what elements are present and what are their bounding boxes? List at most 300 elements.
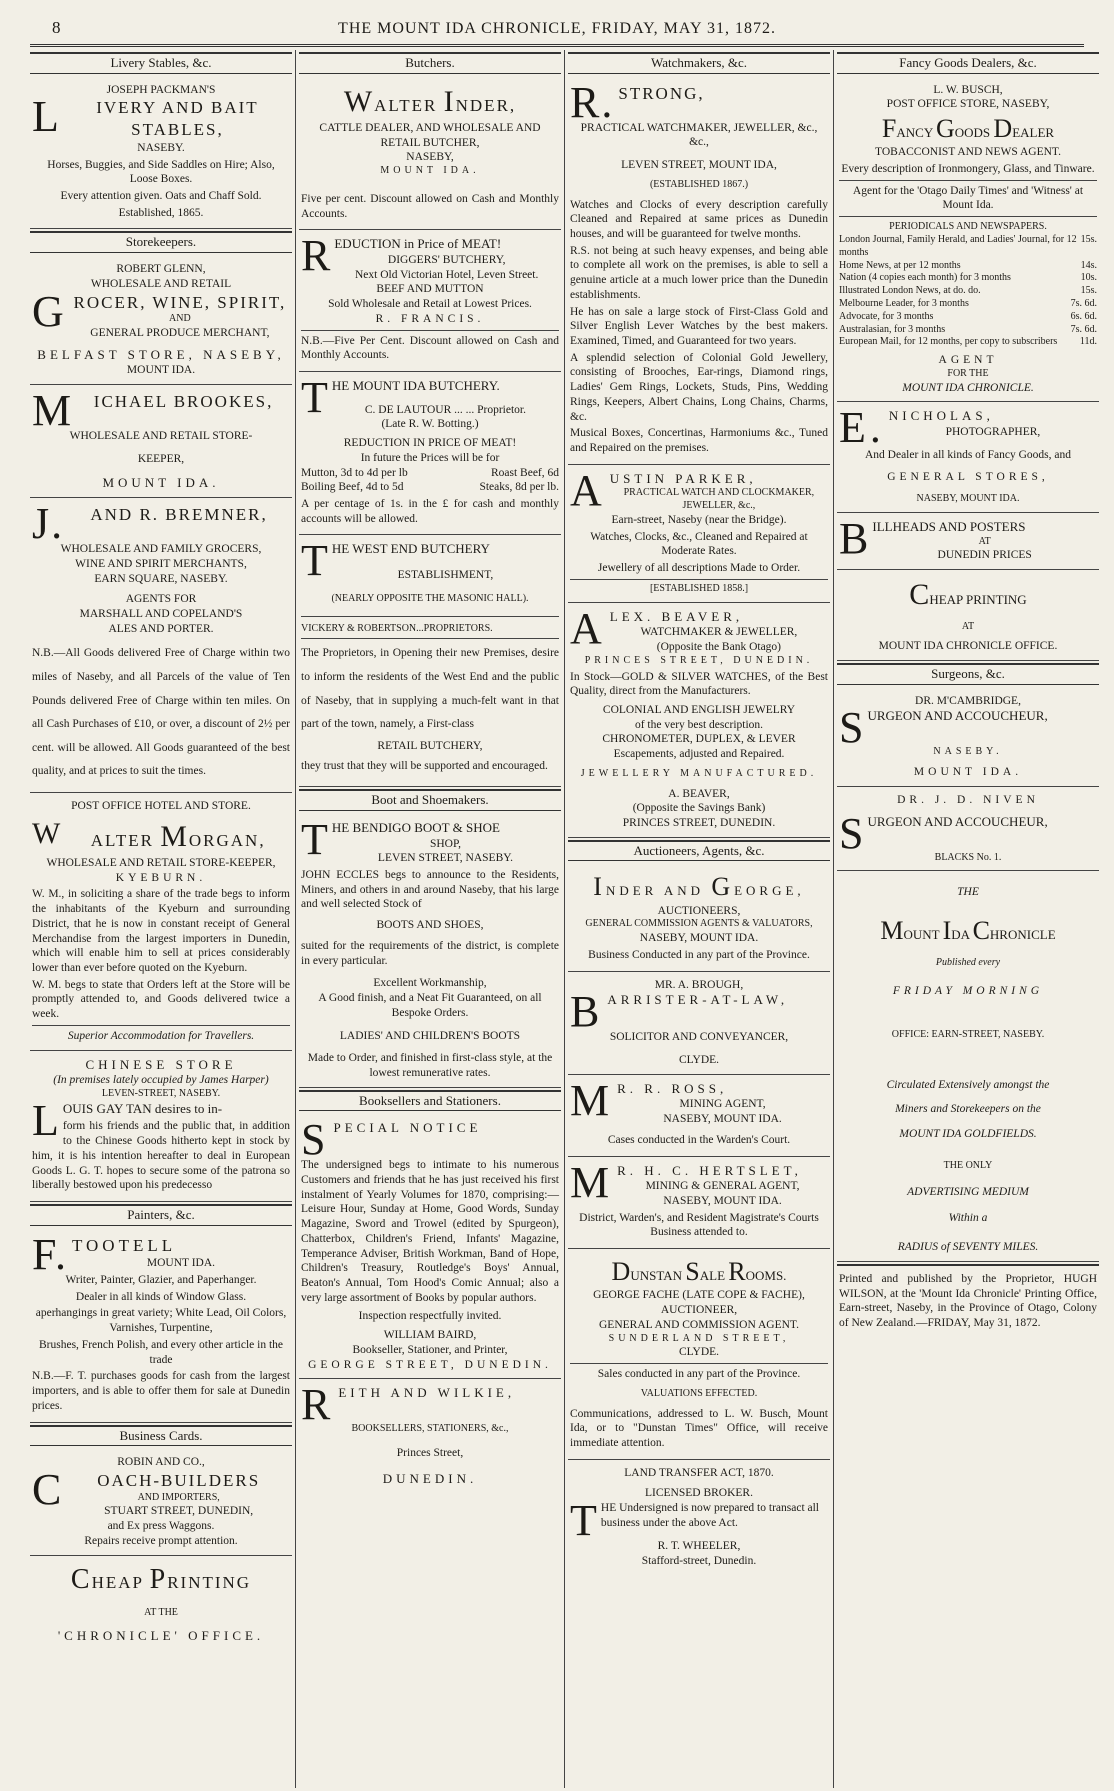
ad-text: AT xyxy=(978,535,991,547)
ad-headline: CHINESE STORE xyxy=(85,1056,237,1072)
drop-cap: I xyxy=(942,916,952,946)
ad-text: A Good finish, and a Neat Fit Guaranteed, on all Bespoke Orders. xyxy=(318,992,542,1019)
ad-text: MOUNT IDA. xyxy=(102,474,220,490)
ad-headline: TOOTELL xyxy=(71,1235,177,1255)
ad-headline: EDUCTION in Price of MEAT! xyxy=(334,236,502,252)
ad-text: Escapements, adjusted and Repaired. xyxy=(613,748,785,761)
ad-subhead: DR. M'CAMBRIDGE, xyxy=(915,694,1021,707)
ad-text: Repairs receive prompt attention. xyxy=(84,1534,238,1547)
ad-text: JOHN ECCLES begs to announce to the Residents, Miners, and others in and around Naseby, that his large and well selected Stock of xyxy=(301,869,559,911)
section-heading: Booksellers and Stationers. xyxy=(299,1090,561,1112)
ad-text: He has on sale a large stock of First-Class Gold and Silver English Lever Watches by the best makers. Examined, Timed, and Guaranteed for two years. xyxy=(570,305,828,348)
ad-headline: HE BENDIGO BOOT & SHOE xyxy=(331,819,500,835)
ad-text: Superior Accommodation for Travellers. xyxy=(67,1029,255,1042)
ad-text: Published every xyxy=(935,957,1001,969)
section-heading: Boot and Shoemakers. xyxy=(299,789,561,811)
column-4 xyxy=(837,50,1099,1788)
drop-cap: R. xyxy=(570,77,615,127)
ad-headline: USTIN PARKER, xyxy=(609,470,757,486)
ad-subhead: L. W. BUSCH, xyxy=(933,83,1003,96)
list-item: Melbourne Leader, for 3 months 7s. 6d. xyxy=(839,297,1097,309)
drop-cap: M xyxy=(570,1075,614,1125)
drop-cap: L xyxy=(32,92,61,142)
price-item: Steaks, 8d per lb. xyxy=(479,481,559,494)
ad-text: PRINCES STREET, DUNEDIN. xyxy=(622,817,776,830)
drop-cap: T xyxy=(301,536,328,586)
ad-headline: HEAP PRINTING xyxy=(929,592,1027,608)
ad-text: GENERAL COMMISSION AGENTS & VALUATORS, xyxy=(585,918,813,930)
ad-bremner xyxy=(30,500,292,793)
ad-text: Circulated Extensively amongst the xyxy=(886,1078,1050,1091)
ad-text: MOUNT IDA. xyxy=(913,766,1023,779)
ad-text: RADIUS of SEVENTY MILES. xyxy=(897,1241,1039,1254)
ad-headline: HRONICLE xyxy=(989,927,1056,943)
ad-text: GENERAL STORES, xyxy=(887,471,1049,484)
ad-text: LADIES' AND CHILDREN'S BOOTS xyxy=(339,1029,521,1042)
ad-text: CATTLE DEALER, AND WHOLESALE AND RETAIL BUTCHER, xyxy=(319,122,541,149)
drop-cap: G xyxy=(32,286,66,336)
ad-text: REDUCTION IN PRICE OF MEAT! xyxy=(343,437,517,450)
ad-headline: STRONG, xyxy=(618,83,705,103)
ad-headline: R. R. ROSS, xyxy=(617,1080,728,1096)
ad-text: PRINCES STREET, DUNEDIN. xyxy=(584,654,814,666)
ad-text: Every attention given. Oats and Chaff Sold. xyxy=(60,190,262,202)
ad-text: ADVERTISING MEDIUM xyxy=(907,1185,1029,1198)
drop-cap: B xyxy=(570,987,604,1037)
drop-cap: S xyxy=(839,808,864,858)
ad-beaver xyxy=(568,605,830,838)
drop-cap: T xyxy=(570,1496,597,1546)
ad-text: Excellent Workmanship, xyxy=(373,977,487,990)
ad-text: MOUNT IDA CHRONICLE. xyxy=(902,381,1034,394)
ad-text: Business Conducted in any part of the Province. xyxy=(588,948,810,961)
ad-text: MOUNT IDA. xyxy=(126,364,196,377)
ad-text: AUCTIONEER, xyxy=(660,1304,738,1317)
ad-bendigo-boot xyxy=(299,816,561,1088)
ad-chinese-store xyxy=(30,1053,292,1202)
drop-cap: M xyxy=(160,819,189,853)
ad-text: Writer, Painter, Glazier, and Paperhanger. xyxy=(65,1274,257,1287)
ad-text: Established, 1865. xyxy=(118,206,204,219)
ad-text: OFFICE: EARN-STREET, NASEBY. xyxy=(891,1028,1045,1040)
ad-headline: OUNT xyxy=(903,927,940,943)
ad-billheads xyxy=(837,515,1099,570)
ad-headline: ANCY xyxy=(896,125,933,141)
column-rule xyxy=(295,50,296,1788)
ad-headline: NDER AND xyxy=(605,883,705,899)
ad-inder xyxy=(299,79,561,231)
ad-headline: ILLHEADS AND POSTERS xyxy=(872,518,1026,534)
column-rule xyxy=(564,50,565,1788)
ad-text: 'CHRONICLE' OFFICE. xyxy=(57,1628,265,1644)
ad-text: Princes Street, xyxy=(396,1447,464,1460)
ad-headline: HE WEST END BUTCHERY xyxy=(331,541,490,557)
ad-text: DUNEDIN. xyxy=(382,1470,478,1486)
ad-reith-wilkie xyxy=(299,1381,561,1493)
section-heading: Business Cards. xyxy=(30,1425,292,1447)
ad-text: GENERAL PRODUCE MERCHANT, xyxy=(90,327,270,340)
ad-text: Communications, addressed to L. W. Busch, Mount Ida, or to "Dunstan Times" Office, will receive immediate attention. xyxy=(570,1407,828,1449)
section-heading: Storekeepers. xyxy=(30,231,292,253)
ad-text: (NEARLY OPPOSITE THE MASONIC HALL). xyxy=(331,592,529,604)
drop-cap: R xyxy=(728,1257,746,1287)
ad-text: NASEBY, xyxy=(406,151,454,164)
ad-text: KEEPER, xyxy=(137,452,185,465)
ad-text: KYEBURN. xyxy=(115,871,207,884)
ad-text: COLONIAL AND ENGLISH JEWELRY xyxy=(602,703,796,716)
drop-cap: C xyxy=(70,1563,92,1595)
drop-cap: M xyxy=(880,916,904,946)
ad-text: WILLIAM BAIRD, xyxy=(383,1329,477,1342)
ad-text: MOUNT IDA. xyxy=(380,165,480,177)
ad-text: In future the Prices will be for xyxy=(360,451,500,464)
ad-text: WATCHMAKER & JEWELLER, xyxy=(640,626,798,639)
ad-subhead: MR. A. BROUGH, xyxy=(654,978,744,991)
ad-text: Agent for the 'Otago Daily Times' and 'Witness' at Mount Ida. xyxy=(852,184,1084,212)
ad-text: DIGGERS' BUTCHERY, xyxy=(387,254,506,267)
ad-text: suited for the requirements of the district, is complete in every particular. xyxy=(301,939,559,967)
ad-west-end-butchery xyxy=(299,537,561,787)
ad-text: FRIDAY MORNING xyxy=(892,985,1044,998)
ad-busch xyxy=(837,79,1099,403)
ad-mcambridge xyxy=(837,690,1099,787)
drop-cap: A xyxy=(570,603,606,653)
ad-text: AND IMPORTERS, xyxy=(137,1491,220,1503)
ad-headline: OACH-BUILDERS xyxy=(97,1470,261,1490)
drop-cap: R xyxy=(301,1380,335,1430)
drop-cap: D xyxy=(993,114,1013,144)
ad-headline: OODS xyxy=(954,125,991,141)
section-heading: Livery Stables, &c. xyxy=(30,52,292,74)
drop-cap: M xyxy=(570,1157,614,1207)
drop-cap: W xyxy=(32,816,63,850)
ad-text: N.B.—All Goods delivered Free of Charge within two miles of Naseby, and all Parcels of the value of Ten Pounds delivered Free of Charge within ten miles. On all Cash Purchases of £10, or over, a discount of 2½ per cent. will be allowed. All Goods guaranteed of the best quality, and at prices to suit the times. xyxy=(32,647,290,778)
ad-text: And Dealer in all kinds of Fancy Goods, and xyxy=(864,448,1071,461)
drop-cap: G xyxy=(935,114,955,144)
ad-cheap-printing xyxy=(30,1558,292,1651)
price-item: Mutton, 3d to 4d per lb xyxy=(301,466,408,479)
drop-cap: M xyxy=(32,386,74,436)
periodicals-list xyxy=(839,234,1097,349)
ad-text: GEORGE FACHE (LATE COPE & FACHE), xyxy=(593,1289,805,1302)
ad-headline: DA xyxy=(951,927,970,943)
price-item: Boiling Beef, 4d to 5d xyxy=(301,481,404,494)
ad-text: RETAIL BUTCHERY, xyxy=(377,739,483,752)
ad-text: Miners and Storekeepers on the xyxy=(895,1103,1041,1116)
ad-subhead: WHOLESALE AND RETAIL xyxy=(90,277,232,290)
ad-text: A. BEAVER, xyxy=(668,787,730,800)
ad-text: Cases conducted in the Warden's Court. xyxy=(607,1133,791,1146)
drop-cap: C xyxy=(909,578,930,612)
ad-text: THE xyxy=(957,886,979,899)
ad-text: MINING AGENT, xyxy=(679,1098,766,1111)
ad-headline: RINTING xyxy=(167,1572,252,1592)
ad-text: (Opposite the Savings Bank) xyxy=(632,802,766,815)
ad-text: AUCTIONEERS, xyxy=(657,904,741,917)
ad-text: BOOKSELLERS, STATIONERS, &c., xyxy=(351,1423,509,1435)
ad-text: GEORGE STREET, DUNEDIN. xyxy=(308,1358,552,1371)
ad-text: BELFAST STORE, NASEBY, xyxy=(37,346,285,362)
masthead-title: THE MOUNT IDA CHRONICLE, FRIDAY, MAY 31, 1872. xyxy=(338,20,776,37)
ad-subhead: DR. J. D. NIVEN xyxy=(897,793,1039,806)
ad-text: PHOTOGRAPHER, xyxy=(945,426,1041,439)
ad-printing xyxy=(837,572,1099,661)
ad-packman xyxy=(30,79,292,230)
ad-headline: ORGAN, xyxy=(188,830,266,850)
ad-glenn xyxy=(30,258,292,385)
ad-text: Bookseller, Stationer, and Printer, xyxy=(352,1343,508,1356)
ad-text: Horses, Buggies, and Side Saddles on Hire; Also, Loose Boxes. xyxy=(47,158,275,186)
ad-text: CLYDE. xyxy=(678,1054,720,1067)
drop-cap: S xyxy=(301,1115,330,1165)
ad-inder-george xyxy=(568,866,830,971)
section-heading: Butchers. xyxy=(299,52,561,74)
ad-subhead: POST OFFICE HOTEL AND STORE. xyxy=(71,799,251,812)
ad-headline: HEAP xyxy=(91,1572,144,1592)
ad-text: LEVEN STREET, MOUNT IDA, xyxy=(621,159,777,172)
ad-headline: EITH AND WILKIE, xyxy=(338,1385,516,1401)
ad-headline: URGEON AND ACCOUCHEUR, xyxy=(867,813,1048,829)
ad-text: (ESTABLISHED 1867.) xyxy=(649,178,749,190)
ad-headline: UNSTAN xyxy=(630,1268,683,1284)
ad-headline: ROCER, WINE, SPIRIT, xyxy=(73,292,287,312)
ad-hertslet xyxy=(568,1159,830,1250)
ad-text: C. DE LAUTOUR ... ... Proprietor. xyxy=(364,403,526,416)
ad-headline: HE MOUNT IDA BUTCHERY. xyxy=(331,378,500,394)
ad-subhead: ROBERT GLENN, xyxy=(116,263,206,276)
drop-cap: F. xyxy=(32,1229,68,1279)
ad-headline: AND R. BREMNER, xyxy=(90,505,268,525)
ad-text: DUNEDIN PRICES xyxy=(937,549,1032,562)
ad-text: and Ex press Waggons. xyxy=(107,1520,215,1533)
ad-text: SOLICITOR AND CONVEYANCER, xyxy=(609,1031,789,1044)
section-heading: Surgeons, &c. xyxy=(837,663,1099,685)
drop-cap: L xyxy=(32,1095,59,1145)
ad-text: Next Old Victorian Hotel, Leven Street. xyxy=(354,268,539,281)
ad-text: GENERAL AND COMMISSION AGENT. xyxy=(599,1318,799,1331)
ad-text: PERIODICALS AND NEWSPAPERS. xyxy=(889,221,1047,233)
ad-headline: NICHOLAS, xyxy=(888,408,994,424)
ad-text: (Late R. W. Botting.) xyxy=(381,418,479,431)
ad-morgan xyxy=(30,795,292,1051)
ad-headline: EALER xyxy=(1012,125,1055,141)
ad-text: WINE AND SPIRIT MERCHANTS, xyxy=(75,557,247,570)
ad-text: MOUNT IDA GOLDFIELDS. xyxy=(899,1128,1037,1141)
ad-text: N.B.—Five Per Cent. Discount allowed on Cash and Monthly Accounts. xyxy=(301,334,559,362)
ad-text: they trust that they will be supported and encouraged. xyxy=(301,760,548,773)
ad-chronicle xyxy=(837,873,1099,1261)
drop-cap: G xyxy=(711,872,735,902)
ad-subhead: LAND TRANSFER ACT, 1870. xyxy=(624,1466,774,1479)
ad-text: W. M. begs to state that Orders left at the Store will be promptly attended to, and Goods delivered twice a week. xyxy=(32,978,290,1021)
ad-text: ESTABLISHMENT, xyxy=(397,569,494,582)
ad-brookes xyxy=(30,387,292,498)
ad-headline: ARRISTER-AT-LAW, xyxy=(607,992,789,1008)
ad-text: (Opposite the Bank Otago) xyxy=(656,641,782,654)
column-1 xyxy=(30,50,292,1788)
drop-cap: B xyxy=(839,513,869,563)
ad-text: LEVEN-STREET, NASEBY. xyxy=(101,1087,221,1099)
drop-cap: J. xyxy=(32,499,65,549)
ad-text: SHOP, xyxy=(429,837,461,850)
list-item: Australasian, for 3 months 7s. 6d. xyxy=(839,323,1097,335)
ad-text: The undersigned begs to intimate to his numerous Customers and friends that he has just received his first instalment of Yearly Volumes for 1870, comprising:—Leisure Hour, Sunday at Home, Good Words, Sunday Magazine, Sword and Trowel (edited by Spurgeon), Chatterbox, Children's Friend, Infants' Magazine, Temperance Adviser, British Workman, Band of Hope, Children's Treasury, Routledge's Boys' Annual, Beaton's Annual, Tom Hood's Comic Annual; also a very large assortment of Books by popular authors. xyxy=(301,1159,559,1304)
ad-text: Sales conducted in any part of the Province. xyxy=(597,1368,801,1381)
ad-text: STUART STREET, DUNEDIN, xyxy=(104,1505,254,1518)
ad-text: R.S. not being at such heavy expenses, and being able to complete all work on the premises, is able to sell a genuine article at a much lower price than the Dunedin establishments. xyxy=(570,244,828,301)
ad-subhead: ROBIN AND CO., xyxy=(117,1456,205,1469)
ad-text: ALES AND PORTER. xyxy=(108,622,214,635)
drop-cap: I xyxy=(443,84,456,118)
ad-niven xyxy=(837,789,1099,872)
ad-text: WHOLESALE AND RETAIL STORE-KEEPER, xyxy=(46,856,276,869)
ad-text: Sold Wholesale and Retail at Lowest Prices. xyxy=(328,298,532,311)
ad-text: of the very best description. xyxy=(634,718,764,731)
ad-text: N.B.—F. T. purchases goods for cash from the largest importers, and is able to offer them for sale at Dunedin prices. xyxy=(32,1370,290,1412)
ad-text: BLACKS No. 1. xyxy=(934,851,1002,863)
ad-ross xyxy=(568,1077,830,1157)
ad-subhead: JOSEPH PACKMAN'S xyxy=(106,83,216,96)
ad-text: NASEBY, MOUNT IDA. xyxy=(639,932,759,945)
ad-text: HE Undersigned is now prepared to transact all business under the above Act. xyxy=(600,1502,820,1529)
ad-subhead: LICENSED BROKER. xyxy=(645,1487,753,1500)
ad-text: NASEBY. xyxy=(933,746,1003,758)
column-rule xyxy=(833,50,834,1788)
ad-text: CHRONOMETER, DUPLEX, & LEVER xyxy=(602,733,796,746)
drop-cap: S xyxy=(685,1257,700,1287)
ad-headline: EORGE, xyxy=(734,883,805,899)
ad-text: THE ONLY xyxy=(943,1159,993,1171)
ad-text: MOUNT IDA CHRONICLE OFFICE. xyxy=(878,640,1058,653)
ad-text: MOUNT IDA. xyxy=(146,1257,216,1270)
ad-text: Inspection respectfully invited. xyxy=(358,1310,502,1323)
ad-text: BEEF AND MUTTON xyxy=(376,283,484,296)
ad-text: Earn-street, Naseby (near the Bridge). xyxy=(611,514,787,527)
ad-headline: ALTER xyxy=(90,830,154,850)
ad-headline: URGEON AND ACCOUCHEUR, xyxy=(867,708,1048,724)
ad-text: WHOLESALE AND FAMILY GROCERS, xyxy=(60,543,262,556)
ad-headline: LEX. BEAVER, xyxy=(609,608,744,624)
ad-mount-ida-butchery xyxy=(299,374,561,535)
ad-robin xyxy=(30,1451,292,1555)
column-2 xyxy=(299,50,561,1788)
list-item: Illustrated London News, at do. do. 15s. xyxy=(839,285,1097,297)
ad-text: R. T. WHEELER, xyxy=(657,1540,741,1553)
ad-text: VALUATIONS EFFECTED. xyxy=(640,1387,758,1399)
drop-cap: C xyxy=(972,916,990,946)
ad-text: AND xyxy=(169,313,191,325)
ad-special-notice xyxy=(299,1116,561,1379)
ad-text: SUNDERLAND STREET, xyxy=(608,1332,790,1344)
section-heading: Auctioneers, Agents, &c. xyxy=(568,840,830,862)
ad-text: NASEBY, MOUNT IDA. xyxy=(663,1113,782,1126)
ad-text: Musical Boxes, Concertinas, Harmoniums &c., Tuned and Repaired on the premises. xyxy=(570,427,828,455)
list-item: Advocate, for 3 months 6s. 6d. xyxy=(839,310,1097,322)
ad-austin-parker xyxy=(568,467,830,603)
ad-headline: OOMS. xyxy=(745,1268,787,1284)
ad-diggers-butchery xyxy=(299,232,561,372)
ad-text: Brushes, French Polish, and every other article in the trade xyxy=(39,1338,283,1366)
page-number: 8 xyxy=(52,18,61,37)
ad-strong xyxy=(568,79,830,465)
ad-text: CLYDE. xyxy=(678,1346,720,1359)
drop-cap: D xyxy=(611,1257,631,1287)
drop-cap: P xyxy=(149,1563,168,1595)
ad-text: Watches and Clocks of every description carefully Cleaned and Repaired at same prices as Dunedin houses, and will be guaranteed for twelve months. xyxy=(570,198,828,241)
ad-text: Jewellery of all descriptions Made to Order. xyxy=(597,562,801,575)
ad-text: NASEBY, MOUNT IDA. xyxy=(663,1194,782,1207)
ad-text: AGENTS FOR xyxy=(125,593,197,606)
ad-text: form his friends and the public that, in addition to the Chinese Goods hitherto kept in stock by him, it is his intention hereafter to deal in European Goods L. G. T. hopes to secure some of the patrona so liberally bestowed upon his predecesso xyxy=(32,1120,290,1192)
ad-text: Made to Order, and finished in first-class style, at the lowest remunerative rates. xyxy=(307,1052,553,1079)
ad-tootell xyxy=(30,1231,292,1423)
ad-text: The Proprietors, in Opening their new Premises, desire to inform the residents of the West End and the public of Naseby, that in supplying a much-felt want in that part of the town, namely, a First-class xyxy=(301,647,559,731)
ad-text: R. FRANCIS. xyxy=(375,312,485,325)
ad-land-transfer xyxy=(568,1462,830,1575)
imprint-text: Printed and published by the Proprietor, HUGH WILSON, at the 'Mount Ida Chronicle' Printing Office, Earn-street, Naseby, in the Province of Otago, Colony of New Zealand.—FRIDAY, May 31, 1872. xyxy=(839,1272,1097,1329)
ad-text: District, Warden's, and Resident Magistrate's Courts Business attended to. xyxy=(579,1211,819,1239)
ad-text: BOOTS AND SHOES, xyxy=(376,919,484,932)
drop-cap: I xyxy=(593,872,606,902)
ad-text: EARN SQUARE, NASEBY. xyxy=(94,572,228,585)
drop-cap: T xyxy=(301,814,328,864)
ad-text: A per centage of 1s. in the £ for cash and monthly accounts will be allowed. xyxy=(301,498,559,525)
ad-headline: OUIS GAY TAN desires to in- xyxy=(62,1100,223,1116)
ad-text: JEWELLERY MANUFACTURED. xyxy=(580,767,818,779)
list-item: European Mail, for 12 months, per copy to subscribers 11d. xyxy=(839,336,1097,348)
section-heading: Fancy Goods Dealers, &c. xyxy=(837,52,1099,74)
ad-subhead: POST OFFICE STORE, NASEBY, xyxy=(886,98,1050,111)
ad-text: AT xyxy=(961,620,975,632)
ad-text: A splendid selection of Colonial Gold Jewellery, consisting of Brooches, Ear-rings, Diamond rings, Ladies' Gem Rings, Lockets, Studs, Pins, Wedding Rings, Keepers, Albert Chains, Long Chains, Charms, &c. xyxy=(570,351,828,423)
ad-text: [ESTABLISHED 1858.] xyxy=(649,582,749,594)
ad-nicholas xyxy=(837,404,1099,513)
ad-text: Watches, Clocks, &c., Cleaned and Repaired at Moderate Rates. xyxy=(590,530,808,558)
ad-text: MINING & GENERAL AGENT, xyxy=(645,1180,800,1193)
ad-text: LEVEN STREET, NASEBY. xyxy=(377,852,513,865)
drop-cap: C xyxy=(32,1464,64,1514)
drop-cap: A xyxy=(570,465,606,515)
column-3 xyxy=(568,50,830,1788)
ad-text: VICKERY & ROBERTSON...PROPRIETORS. xyxy=(301,622,493,634)
ad-text: In Stock—GOLD & SILVER WATCHES, of the Best Quality, direct from the Manufacturers. xyxy=(570,670,828,698)
ad-text: AGENT xyxy=(938,354,998,367)
ad-text: AT THE xyxy=(144,1607,178,1619)
drop-cap: W xyxy=(343,84,375,118)
ad-brough xyxy=(568,974,830,1075)
ad-text: PRACTICAL WATCHMAKER, JEWELLER, &c., &c., xyxy=(580,121,818,149)
imprint xyxy=(837,1264,1099,1339)
ad-headline: PECIAL NOTICE xyxy=(333,1120,482,1136)
section-heading: Painters, &c. xyxy=(30,1204,292,1226)
drop-cap: R xyxy=(301,231,331,281)
ad-text: W. M., in soliciting a share of the trade begs to inform the inhabitants of the Kyeburn and surrounding District, that he is now in constant receipt of General Merchandise from the largest importers in Dunedin, which will enable him to sell at prices considerably lower than ever before quoted on the Kyeburn. xyxy=(32,888,290,974)
drop-cap: S xyxy=(839,703,864,753)
ad-text: (In premises lately occupied by James Harper) xyxy=(53,1074,269,1087)
list-item: Nation (4 copies each month) for 3 months 10s. xyxy=(839,272,1097,284)
ad-text: Stafford-street, Dunedin. xyxy=(641,1554,757,1567)
ad-text: TOBACCONIST AND NEWS AGENT. xyxy=(875,146,1061,159)
ad-place: NASEBY. xyxy=(137,141,185,154)
ad-text: NASEBY, MOUNT IDA. xyxy=(916,493,1020,505)
ad-text: Within a xyxy=(948,1212,988,1225)
drop-cap: F xyxy=(881,114,897,144)
ad-text: MARSHALL AND COPELAND'S xyxy=(79,608,243,621)
ad-text: Every description of Ironmongery, Glass, and Tinware. xyxy=(841,163,1095,176)
ad-headline: IVERY AND BAIT STABLES, xyxy=(96,98,259,140)
ad-text: aperhangings in great variety; White Lead, Oil Colors, Varnishes, Turpentine, xyxy=(35,1307,287,1335)
ad-headline: R. H. C. HERTSLET, xyxy=(617,1162,802,1178)
